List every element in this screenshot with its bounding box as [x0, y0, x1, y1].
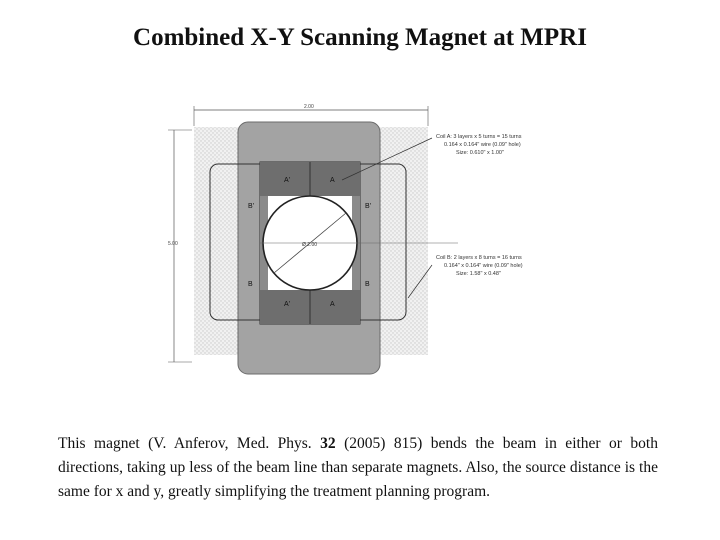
caption-text-pre: This magnet (V. Anferov, Med. Phys. — [58, 435, 321, 452]
coil-b-note-line-1: Coil B: 2 layers x 8 turns = 16 turns — [436, 255, 522, 261]
label-a-prime-bottom: A' — [284, 301, 291, 308]
pole-a-top — [310, 162, 360, 196]
label-b-right-bottom: B — [365, 281, 370, 288]
pole-a-bottom — [310, 290, 360, 324]
label-b-right-top: B' — [365, 203, 372, 210]
label-b-left-bottom: B — [248, 281, 253, 288]
magnet-cross-section-diagram — [164, 100, 544, 400]
caption-text-post: (2005) 815) bends the beam in either or both directions, taking up less of the beam line than separate magnets. Also, the source distance is the same for x and y, greatly simplifying the treatment planning program. — [58, 435, 658, 500]
coil-a-note-line-3: Size: 0.610" x 1.00" — [456, 150, 504, 156]
dimension-height-label: 5.00 — [168, 241, 178, 247]
coil-b-note-line-3: Size: 1.58" x 0.48" — [456, 271, 501, 277]
label-a-bottom: A — [330, 301, 335, 308]
label-a-top: A — [330, 177, 335, 184]
bore-diameter-label: Ø 2.00 — [302, 242, 318, 248]
slide-caption — [58, 432, 658, 504]
coil-b-winding-right — [376, 127, 428, 355]
coil-a-note-line-2: 0.164 x 0.164" wire (0.09" hole) — [444, 142, 521, 148]
label-a-prime-top: A' — [284, 177, 291, 184]
coil-a-note-line-1: Coil A: 3 layers x 5 turns = 15 turns — [436, 134, 522, 140]
label-b-left-top: B' — [248, 203, 255, 210]
dimension-width-label: 2.00 — [304, 104, 314, 110]
slide-title: Combined X-Y Scanning Magnet at MPRI — [133, 24, 587, 51]
coil-b-note-line-2: 0.164" x 0.164" wire (0.09" hole) — [444, 263, 523, 269]
caption-volume: 32 — [320, 435, 336, 452]
